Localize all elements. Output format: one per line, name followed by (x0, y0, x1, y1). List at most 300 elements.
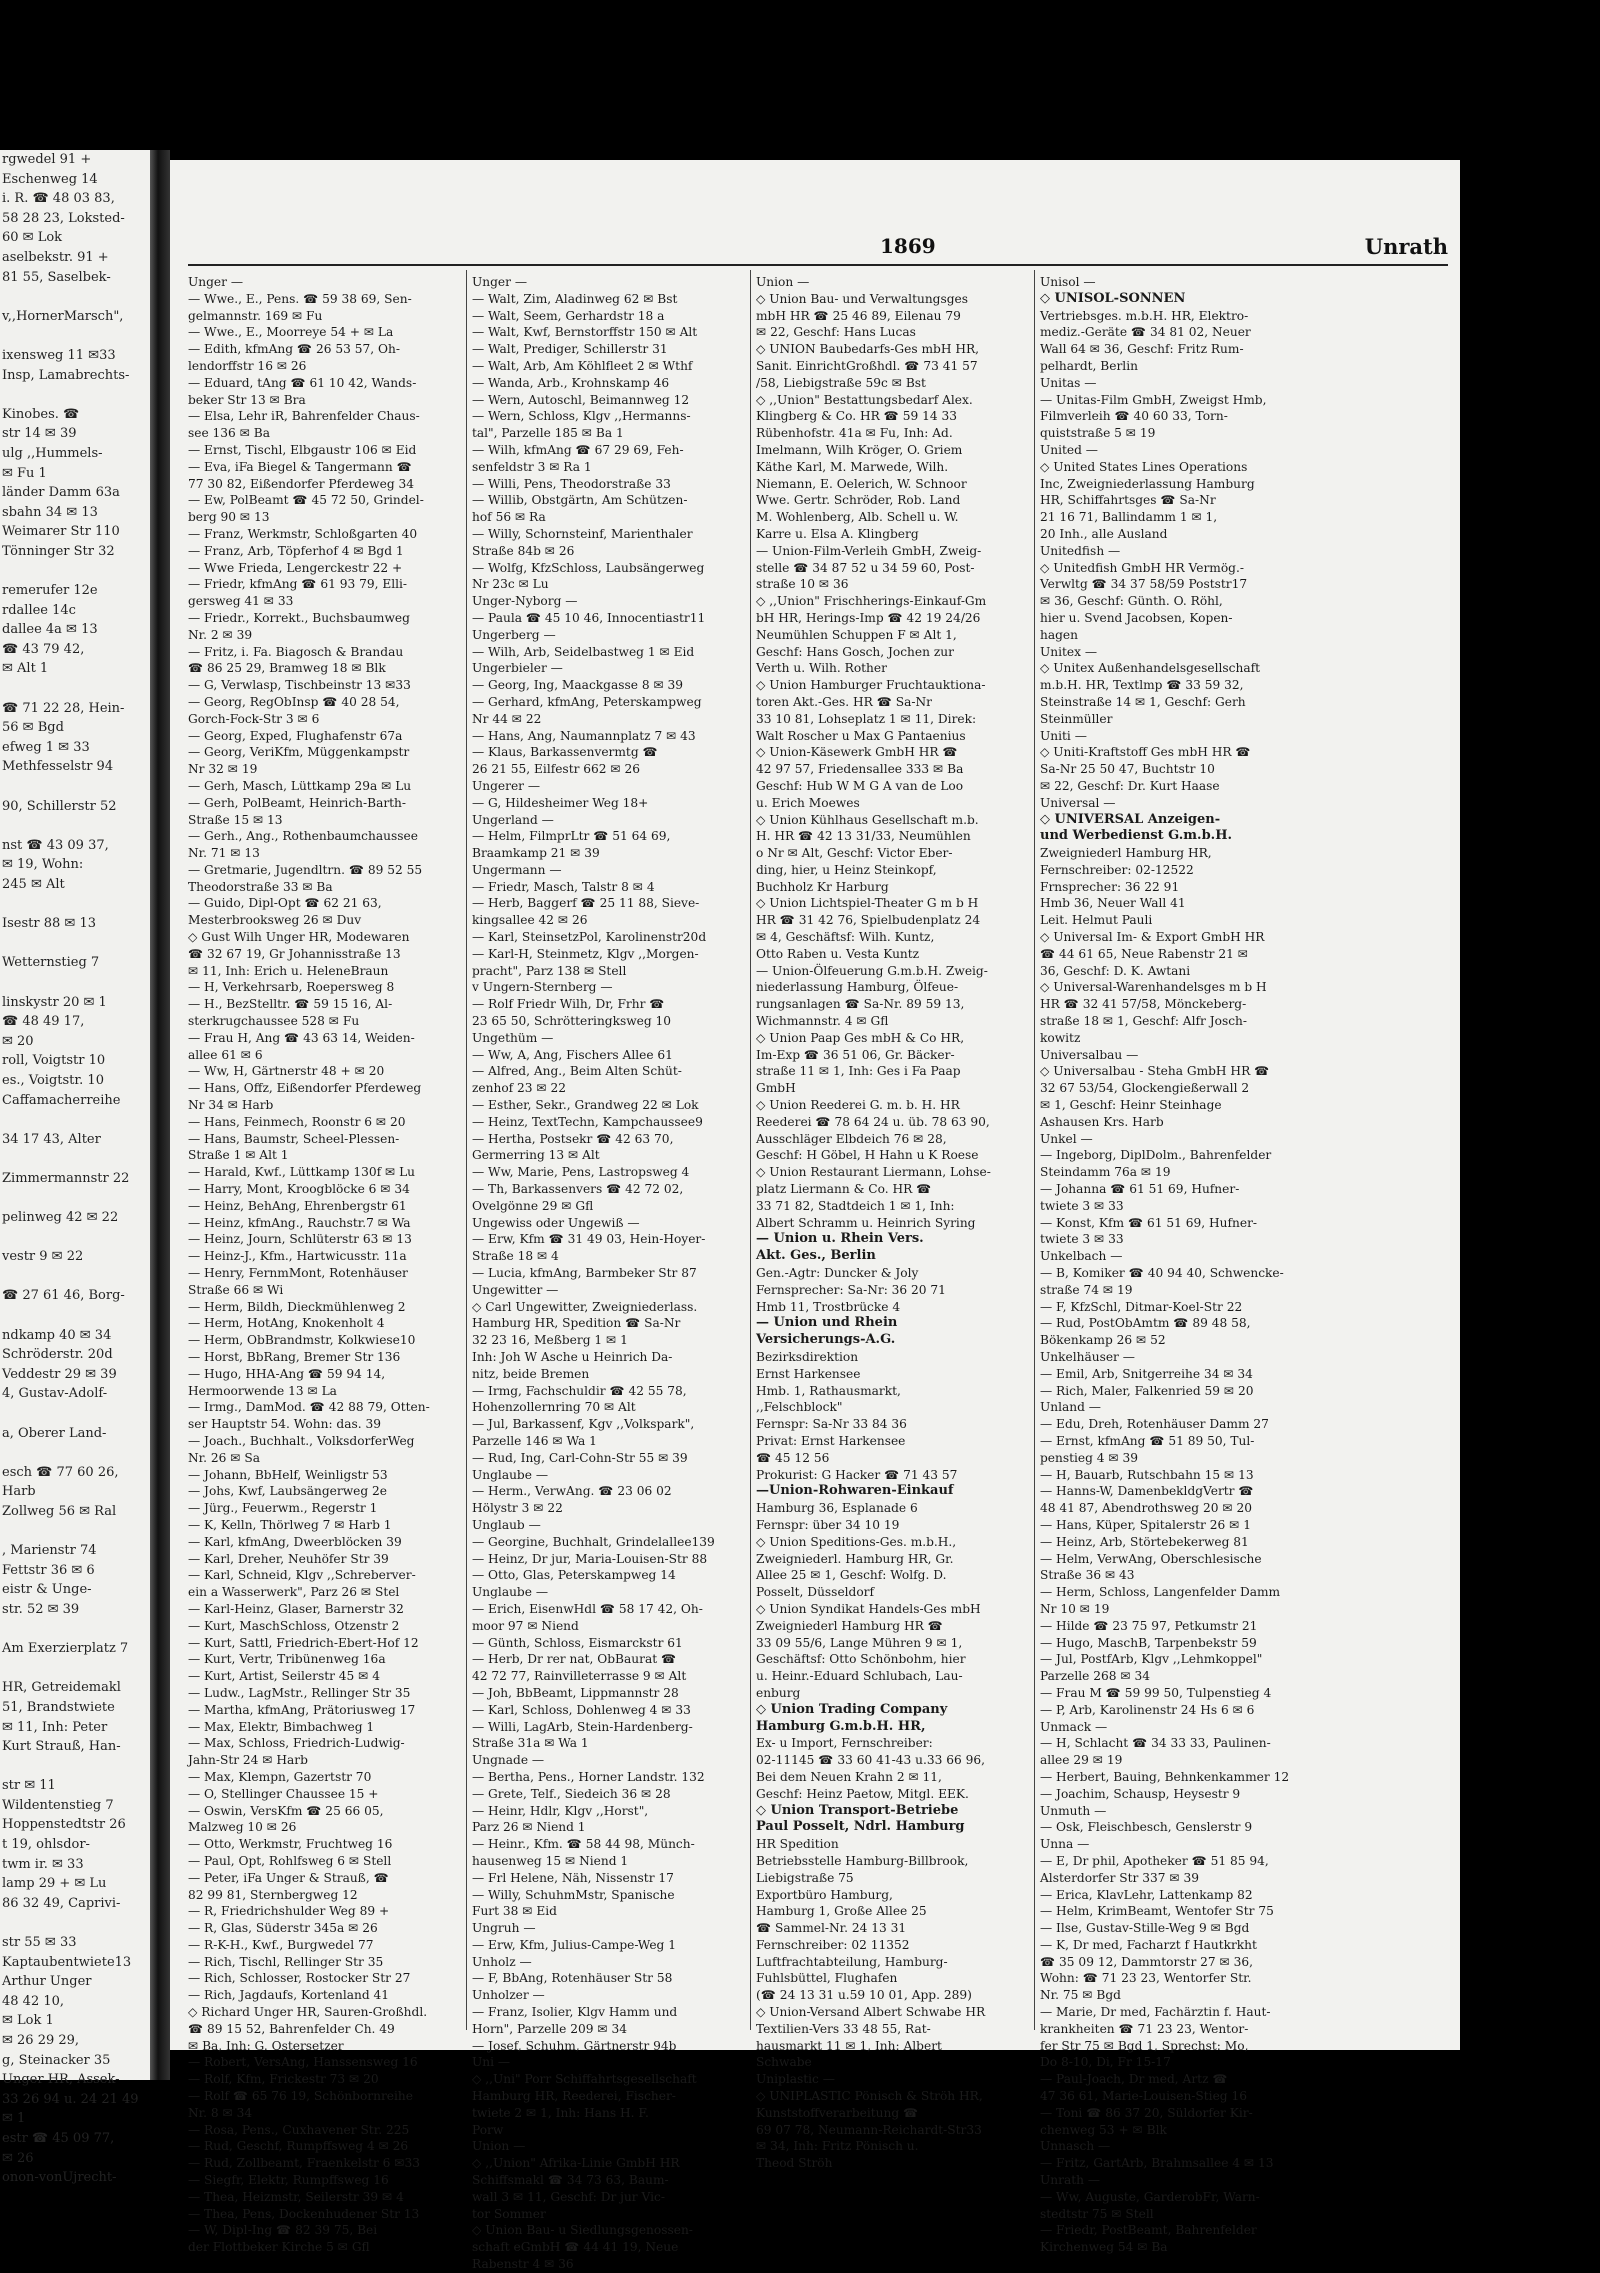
left-page-line: 56 ✉ Bgd (2, 720, 64, 736)
directory-entry-line: — Emil, Arb, Snitgerreihe 34 ✉ 34 (1040, 1366, 1253, 1381)
left-page-line: aselbekstr. 91 + (2, 249, 109, 265)
directory-entry-line: H. HR ☎ 42 13 31/33, Neumühlen (756, 829, 971, 844)
left-page-line: Weimarer Str 110 (2, 524, 120, 540)
directory-entry-line: — H., BezStelltr. ☎ 59 15 16, Al- (188, 997, 393, 1012)
column-4 (1040, 274, 1310, 2255)
directory-entry-line: — Ingeborg, DiplDolm., Bahrenfelder (1040, 1148, 1272, 1163)
directory-entry-line: — Herb, Dr rer nat, ObBaurat ☎ (472, 1652, 677, 1667)
left-page-line: dallee 4a ✉ 13 (2, 622, 98, 638)
directory-entry-line: Ernst Harkensee (756, 1366, 861, 1381)
directory-entry-line: ◇ Union Lichtspiel-Theater G m b H (756, 896, 979, 911)
directory-entry-line: 20 Inh., alle Ausland (1040, 526, 1168, 541)
directory-entry-line: Unitex — (1040, 644, 1098, 659)
left-page-line: efweg 1 ✉ 33 (2, 739, 90, 755)
directory-entry-line: — Hanns-W, DamenbekldgVertr ☎ (1040, 1484, 1254, 1499)
directory-entry-line: Leit. Helmut Pauli (1040, 913, 1153, 928)
directory-entry-line: Walt Roscher u Max G Pantaenius (756, 728, 966, 743)
directory-entry-line: ✉ 11, Inh: Erich u. HeleneBraun (188, 963, 389, 978)
directory-entry-line: allee 29 ✉ 19 (1040, 1753, 1123, 1768)
directory-entry-line: — Johann, BbHelf, Weinligstr 53 (188, 1467, 388, 1482)
directory-entry-line: ✉ 36, Geschf: Günth. O. Röhl, (1040, 594, 1223, 609)
directory-entry-line: HR, Schiffahrtsges ☎ Sa-Nr (1040, 493, 1216, 508)
directory-entry-line: 33 09 55/6, Lange Mühren 9 ✉ 1, (756, 1635, 963, 1650)
directory-entry-line: Nr 23c ✉ Lu (472, 577, 549, 592)
directory-entry-line: Filmverleih ☎ 40 60 33, Torn- (1040, 409, 1228, 424)
directory-entry-line: — Fritz, GartArb, Brahmsallee 4 ✉ 13 (1040, 2156, 1274, 2171)
directory-entry-line: — Elsa, Lehr iR, Bahrenfelder Chaus- (188, 409, 420, 424)
directory-entry-line: Hmb. 1, Rathausmarkt, (756, 1383, 901, 1398)
directory-entry-line: Germerring 13 ✉ Alt (472, 1148, 600, 1163)
directory-entry-line: Universalbau — (1040, 1047, 1139, 1062)
directory-entry-line: Zweigniederl Hamburg HR, (1040, 846, 1212, 861)
directory-entry-line: Uniplastic — (756, 2072, 835, 2087)
directory-entry-line: tor Sommer (472, 2206, 546, 2221)
directory-entry-line: Hölystr 3 ✉ 22 (472, 1501, 563, 1516)
directory-entry-line: — Ernst, kfmAng ☎ 51 89 50, Tul- (1040, 1433, 1255, 1448)
directory-entry-line: Unkelbach — (1040, 1249, 1123, 1264)
left-page-line: str 55 ✉ 33 (2, 1935, 77, 1951)
directory-entry-line: — Ww, H, Gärtnerstr 48 + ✉ 20 (188, 1064, 385, 1079)
directory-entry-line: ◇ Union Hamburger Fruchtauktiona- (756, 678, 986, 693)
directory-entry-line: — Paul-Joach, Dr med, Artz ☎ (1040, 2072, 1228, 2087)
directory-entry-line: Textilien-Vers 33 48 55, Rat- (756, 2021, 931, 2036)
left-page-line (0, 1659, 150, 1679)
directory-entry-line: Akt. Ges., Berlin (756, 1248, 876, 1264)
directory-entry-line: — Hans, Ang, Naumannplatz 7 ✉ 43 (472, 728, 696, 743)
directory-entry-line: Verwltg ☎ 34 37 58/59 Poststr17 (1040, 577, 1248, 592)
left-page-line: Tönninger Str 32 (2, 543, 115, 559)
directory-entry-line: — F, KfzSchl, Ditmar-Koel-Str 22 (1040, 1299, 1243, 1314)
directory-entry-line: Liebigstraße 75 (756, 1870, 854, 1885)
directory-entry-line: gersweg 41 ✉ 33 (188, 594, 294, 609)
left-page-line: str 14 ✉ 39 (2, 426, 77, 442)
directory-entry-line: Ungewiss oder Ungewiß — (472, 1215, 640, 1230)
directory-entry-line: 48 41 87, Abendrothsweg 20 ✉ 20 (1040, 1501, 1252, 1516)
directory-entry-line: — Oswin, VersKfm ☎ 25 66 05, (188, 1803, 384, 1818)
directory-entry-line: ☎ 86 25 29, Bramweg 18 ✉ Blk (188, 661, 386, 676)
directory-entry-line: — Heinz, kfmAng., Rauchstr.7 ✉ Wa (188, 1215, 411, 1230)
left-page-line: lamp 29 + ✉ Lu (2, 1876, 107, 1892)
directory-entry-line: Hmb 36, Neuer Wall 41 (1040, 896, 1186, 911)
left-page-line: sbahn 34 ✉ 13 (2, 504, 98, 520)
directory-entry-line: gelmannstr. 169 ✉ Fu (188, 308, 323, 323)
directory-entry-line: toren Akt.-Ges. HR ☎ Sa-Nr (756, 694, 932, 709)
left-page-line: pelinweg 42 ✉ 22 (2, 1210, 119, 1226)
directory-entry-line: ◇ UNIPLASTIC Pönisch & Ströh HR, (756, 2089, 983, 2104)
directory-entry-line: senfeldstr 3 ✉ Ra 1 (472, 459, 592, 474)
left-page-line: remerufer 12e (2, 583, 98, 599)
directory-entry-line: Karre u. Elsa A. Klingberg (756, 526, 919, 541)
directory-entry-line: GmbH (756, 1081, 796, 1096)
left-page-line: vestr 9 ✉ 22 (2, 1249, 84, 1265)
directory-entry-line: — Kurt, Vertr, Tribünenweg 16a (188, 1652, 386, 1667)
directory-entry-line: — Heinr, Hdlr, Klgv ,,Horst", (472, 1803, 649, 1818)
directory-entry-line: Neumühlen Schuppen F ✉ Alt 1, (756, 627, 957, 642)
directory-entry-line: — P, Arb, Karolinenstr 24 Hs 6 ✉ 6 (1040, 1702, 1255, 1717)
left-page-line: ✉ 1 (2, 2111, 26, 2127)
directory-entry-line: straße 11 ✉ 1, Inh: Ges i Fa Paap (756, 1064, 961, 1079)
left-page-line: ✉ Fu 1 (2, 465, 47, 481)
directory-entry-line: Rübenhofstr. 41a ✉ Fu, Inh: Ad. (756, 426, 953, 441)
directory-entry-line: ◇ Union Paap Ges mbH & Co HR, (756, 1030, 965, 1045)
directory-entry-line: 26 21 55, Eilfestr 662 ✉ 26 (472, 762, 641, 777)
directory-entry-line: ◇ Uniti-Kraftstoff Ges mbH HR ☎ (1040, 745, 1251, 760)
directory-entry-line: Nr 34 ✉ Harb (188, 1098, 274, 1113)
directory-entry-line: — Franz, Arb, Töpferhof 4 ✉ Bgd 1 (188, 543, 404, 558)
directory-entry-line: ◇ Union Transport-Betriebe (756, 1802, 959, 1818)
left-page-line: str. 52 ✉ 39 (2, 1601, 80, 1617)
directory-entry-line: o Nr ✉ Alt, Geschf: Victor Eber- (756, 846, 953, 861)
left-page-line (0, 287, 150, 307)
directory-entry-line: — Peter, iFa Unger & Strauß, ☎ (188, 1870, 389, 1885)
directory-entry-line: ◇ United States Lines Operations (1040, 459, 1248, 474)
directory-entry-line: — Klaus, Barkassenvermtg ☎ (472, 745, 658, 760)
left-page-line: i. R. ☎ 48 03 83, (2, 191, 115, 207)
directory-entry-line: Parz 26 ✉ Niend 1 (472, 1820, 586, 1835)
directory-entry-line: Ungerland — (472, 812, 554, 827)
directory-entry-line: — Wwe Frieda, Lengerckestr 22 + (188, 560, 403, 575)
directory-entry-line: 42 72 77, Rainvilleterrasse 9 ✉ Alt (472, 1669, 687, 1684)
directory-entry-line: — Georgine, Buchhalt, Grindelallee139 (472, 1534, 715, 1549)
directory-entry-line: — Siegfr, Elektr, Rumpffsweg 16 (188, 2173, 389, 2188)
directory-entry-line: Fernschreiber: 02-12522 (1040, 862, 1194, 877)
directory-entry-line: — Osk, Fleischbesch, Genslerstr 9 (1040, 1820, 1253, 1835)
directory-entry-line: Privat: Ernst Harkensee (756, 1433, 906, 1448)
column-3 (756, 274, 1026, 2171)
directory-entry-line: — Wilh, Arb, Seidelbastweg 1 ✉ Eid (472, 644, 695, 659)
directory-entry-line: Schiffsmakl ☎ 34 73 63, Baum- (472, 2173, 669, 2188)
directory-entry-line: — Rosa, Pens., Cuxhavener Str. 225 (188, 2122, 410, 2137)
directory-entry-line: Paul Posselt, Ndrl. Hamburg (756, 1819, 965, 1835)
directory-entry-line: — Herm, ObBrandmstr, Kolkwiese10 (188, 1333, 416, 1348)
left-page-line: Insp, Lamabrechts- (2, 367, 130, 383)
directory-entry-line: v Ungern-Sternberg — (472, 980, 613, 995)
left-page-line: 34 17 43, Alter (2, 1131, 101, 1147)
directory-entry-line: — Kurt, Sattl, Friedrich-Ebert-Hof 12 (188, 1635, 419, 1650)
left-page-line (0, 1757, 150, 1777)
directory-entry-line: Ungethüm — (472, 1030, 554, 1045)
directory-entry-line: ✉ 1, Geschf: Heinr Steinhage (1040, 1098, 1222, 1113)
directory-entry-line: — Thea, Pens, Dockenhudener Str 13 (188, 2206, 420, 2221)
directory-entry-line: — Edu, Dreh, Rotenhäuser Damm 27 (1040, 1417, 1269, 1432)
directory-entry-line: — Georg, VeriKfm, Müggenkampstr (188, 745, 410, 760)
directory-entry-line: stelle ☎ 34 87 52 u 34 59 60, Post- (756, 560, 975, 575)
directory-entry-line: Unglaub — (472, 1517, 541, 1532)
directory-entry-line: hausenweg 15 ✉ Niend 1 (472, 1853, 629, 1868)
directory-entry-line: — Willy, Schornsteinf, Marienthaler (472, 526, 693, 541)
directory-entry-line: 32 67 53/54, Glockengießerwall 2 (1040, 1081, 1250, 1096)
directory-entry-line: — Ilse, Gustav-Stille-Weg 9 ✉ Bgd (1040, 1921, 1250, 1936)
directory-entry-line: m.b.H. HR, Textlmp ☎ 33 59 32, (1040, 678, 1244, 693)
directory-entry-line: — Herm, Bildh, Dieckmühlenweg 2 (188, 1299, 406, 1314)
directory-page (170, 160, 1460, 2272)
directory-entry-line: — Herm., VerwAng. ☎ 23 06 02 (472, 1484, 672, 1499)
directory-entry-line: Geschf: H Göbel, H Hahn u K Roese (756, 1148, 979, 1163)
column-2 (472, 274, 742, 2272)
directory-entry-line: mbH HR ☎ 25 46 89, Eilenau 79 (756, 308, 961, 323)
directory-entry-line: Steindamm 76a ✉ 19 (1040, 1165, 1171, 1180)
directory-entry-line: Unger-Nyborg — (472, 594, 578, 609)
directory-entry-line: krankheiten ☎ 71 23 23, Wentor- (1040, 2021, 1249, 2036)
left-page-line: Zimmermannstr 22 (2, 1170, 130, 1186)
directory-entry-line: Posselt, Düsseldorf (756, 1585, 875, 1600)
directory-entry-line: — Rud, Ing, Carl-Cohn-Str 55 ✉ 39 (472, 1450, 688, 1465)
directory-entry-line: ◇ Union Trading Company (756, 1701, 948, 1717)
directory-entry-line: — Hilde ☎ 23 75 97, Petkumstr 21 (1040, 1618, 1258, 1633)
directory-entry-line: Ungruh — (472, 1921, 536, 1936)
directory-entry-line: — Konst, Kfm ☎ 61 51 69, Hufner- (1040, 1215, 1258, 1230)
left-page-line: 48 42 10, (2, 1993, 65, 2009)
directory-entry-line: — Herbert, Bauing, Behnkenkammer 12 (1040, 1769, 1290, 1784)
directory-entry-line: — Kurt, Artist, Seilerstr 45 ✉ 4 (188, 1669, 381, 1684)
directory-entry-line: Ungerberg — (472, 627, 556, 642)
directory-entry-line: Nr. 71 ✉ 13 (188, 846, 260, 861)
left-page-line (0, 385, 150, 405)
directory-entry-line: Porw (472, 2122, 504, 2137)
directory-entry-line: Reederei ☎ 78 64 24 u. üb. 78 63 90, (756, 1114, 990, 1129)
directory-entry-line: — F, BbAng, Rotenhäuser Str 58 (472, 1971, 673, 1986)
directory-entry-line: Gorch-Fock-Str 3 ✉ 6 (188, 711, 320, 726)
left-page-line: 58 28 23, Loksted- (2, 210, 125, 226)
directory-entry-line: Malzweg 10 ✉ 26 (188, 1820, 297, 1835)
directory-entry-line: — Walt, Zim, Aladinweg 62 ✉ Bst (472, 291, 678, 306)
directory-entry-line: Nr. 2 ✉ 39 (188, 627, 253, 642)
directory-entry-line: — Gerh, PolBeamt, Heinrich-Barth- (188, 795, 407, 810)
directory-entry-line: Hamburg HR, Spedition ☎ Sa-Nr (472, 1316, 681, 1331)
left-page-line: a, Oberer Land- (2, 1425, 107, 1441)
directory-entry-line: Bei dem Neuen Krahn 2 ✉ 11, (756, 1769, 942, 1784)
directory-entry-line: Unnasch — (1040, 2139, 1111, 2154)
directory-entry-line: Wwe. Gertr. Schröder, Rob. Land (756, 493, 961, 508)
directory-entry-line: Prokurist: G Hacker ☎ 71 43 57 (756, 1467, 958, 1482)
directory-entry-line: ein a Wasserwerk", Parz 26 ✉ Stel (188, 1585, 400, 1600)
directory-entry-line: — Unitas-Film GmbH, Zweigst Hmb, (1040, 392, 1267, 407)
directory-entry-line: — Karl, Schneid, Klgv ,,Schreberver- (188, 1568, 416, 1583)
directory-entry-line: — E, Dr phil, Apotheker ☎ 51 85 94, (1040, 1853, 1269, 1868)
directory-entry-line: Ex- u Import, Fernschreiber: (756, 1736, 933, 1751)
directory-entry-line: — Karl-H, Steinmetz, Klgv ,,Morgen- (472, 946, 699, 961)
left-page-line: ✉ 20 (2, 1033, 34, 1049)
directory-entry-line: Straße 31a ✉ Wa 1 (472, 1736, 589, 1751)
directory-entry-line: — Willy, SchuhmMstr, Spanische (472, 1887, 675, 1902)
left-page-line: Arthur Unger (2, 1974, 92, 1990)
running-head: Unrath (1364, 234, 1448, 259)
directory-entry-line: niederlassung Hamburg, Ölfeue- (756, 980, 959, 995)
directory-entry-line: — Joachim, Schausp, Heysestr 9 (1040, 1786, 1241, 1801)
directory-entry-line: — Bertha, Pens., Horner Landstr. 132 (472, 1769, 705, 1784)
directory-entry-line: — Grete, Telf., Siedeich 36 ✉ 28 (472, 1786, 671, 1801)
left-page-line: 245 ✉ Alt (2, 876, 65, 892)
directory-entry-line: 47 36 61, Marie-Louisen-Stieg 16 (1040, 2089, 1247, 2104)
directory-entry-line: tal", Parzelle 185 ✉ Ba 1 (472, 426, 624, 441)
directory-entry-line: Jahn-Str 24 ✉ Harb (188, 1753, 308, 1768)
directory-entry-line: Ungerer — (472, 778, 541, 793)
directory-entry-line: allee 61 ✉ 6 (188, 1047, 263, 1062)
directory-entry-line: — Wanda, Arb., Krohnskamp 46 (472, 375, 670, 390)
directory-entry-line: Hamburg HR, Reederei, Fischer- (472, 2089, 676, 2104)
directory-entry-line: Alsterdorfer Str 337 ✉ 39 (1040, 1870, 1199, 1885)
directory-entry-line: — Esther, Sekr., Grandweg 22 ✉ Lok (472, 1098, 699, 1113)
directory-entry-line: Straße 36 ✉ 43 (1040, 1568, 1135, 1583)
directory-entry-line: — Gretmarie, Jugendltrn. ☎ 89 52 55 (188, 862, 423, 877)
directory-entry-line: — Heinz, Dr jur, Maria-Louisen-Str 88 (472, 1551, 708, 1566)
directory-entry-line: — Paula ☎ 45 10 46, Innocentiastr11 (472, 610, 706, 625)
directory-entry-line: Straße 15 ✉ 13 (188, 812, 283, 827)
left-page-line: 60 ✉ Lok (2, 230, 63, 246)
left-page-line (0, 777, 150, 797)
directory-entry-line: mediz.-Geräte ☎ 34 81 02, Neuer (1040, 325, 1251, 340)
directory-entry-line: ☎ Sammel-Nr. 24 13 31 (756, 1921, 907, 1936)
directory-entry-line: Straße 84b ✉ 26 (472, 543, 575, 558)
directory-entry-line: Unglaube — (472, 1467, 549, 1482)
directory-entry-line: — Guido, Dipl-Opt ☎ 62 21 63, (188, 896, 382, 911)
directory-entry-line: Theodorstraße 33 ✉ Ba (188, 879, 333, 894)
left-page-line: ixensweg 11 ✉33 (2, 347, 116, 363)
directory-entry-line: ✉ 34, Inh: Fritz Pönisch u. (756, 2139, 919, 2154)
directory-entry-line: — Th, Barkassenvers ☎ 42 72 02, (472, 1182, 684, 1197)
directory-entry-line: lendorffstr 16 ✉ 26 (188, 358, 307, 373)
directory-entry-line: HR ☎ 31 42 76, Spielbudenplatz 24 (756, 913, 981, 928)
directory-entry-line: Straße 1 ✉ Alt 1 (188, 1148, 289, 1163)
directory-entry-line: straße 10 ✉ 36 (756, 577, 849, 592)
directory-entry-line: — Otto, Glas, Peterskampweg 14 (472, 1568, 676, 1583)
left-page-line: ✉ 26 29 29, (2, 2033, 80, 2048)
left-page-line: roll, Voigtstr 10 (2, 1053, 106, 1069)
directory-entry-line: Nr. 75 ✉ Bgd (1040, 1988, 1121, 2003)
directory-entry-line: Fernsprecher: Sa-Nr: 36 20 71 (756, 1282, 946, 1297)
left-page-line (0, 326, 150, 346)
directory-entry-line: Luftfrachtabteilung, Hamburg- (756, 1954, 948, 1969)
left-page-line: Kinobes. ☎ (2, 406, 80, 422)
directory-entry-line: — Eduard, tAng ☎ 61 10 42, Wands- (188, 375, 417, 390)
directory-entry-line: twiete 3 ✉ 33 (1040, 1198, 1124, 1213)
directory-entry-line: — Horst, BbRang, Bremer Str 136 (188, 1350, 401, 1364)
directory-entry-line: — Heinz, BehAng, Ehrenbergstr 61 (188, 1198, 407, 1213)
directory-entry-line: — Walt, Kwf, Bernstorffstr 150 ✉ Alt (472, 325, 698, 340)
directory-entry-line: Geschf: Heinz Paetow, Mitgl. EEK. (756, 1786, 969, 1801)
directory-entry-line: — Karl, Schloss, Dohlenweg 4 ✉ 33 (472, 1702, 691, 1717)
left-page-line: Veddestr 29 ✉ 39 (2, 1366, 117, 1382)
directory-entry-line: ◇ Union-Versand Albert Schwabe HR (756, 2005, 986, 2020)
directory-entry-line: — Hugo, HHA-Ang ☎ 59 94 14, (188, 1366, 386, 1381)
left-page-line: ☎ 27 61 46, Borg- (2, 1288, 125, 1304)
directory-entry-line: — Rich, Schlosser, Rostocker Str 27 (188, 1971, 411, 1986)
left-page-line: ✉ 19, Wohn: (2, 857, 84, 873)
directory-entry-line: ◇ ,,Union" Afrika-Linie GmbH HR (472, 2156, 680, 2171)
left-page-line: HR, Getreidemakl (2, 1680, 121, 1696)
directory-entry-line: quiststraße 5 ✉ 19 (1040, 426, 1156, 441)
directory-entry-line: Do 8-10, Di, Fr 15-17 (1040, 2055, 1171, 2070)
directory-entry-line: — Hertha, Postsekr ☎ 42 63 70, (472, 1131, 674, 1146)
directory-entry-line: straße 74 ✉ 19 (1040, 1282, 1133, 1297)
directory-entry-line: Niemann, E. Oelerich, W. Schnoor (756, 476, 967, 491)
directory-entry-line: Unna — (1040, 1837, 1090, 1852)
directory-entry-line: kingsallee 42 ✉ 26 (472, 913, 588, 928)
left-page-line (0, 1404, 150, 1424)
directory-entry-line: — Rolf Friedr Wilh, Dr, Frhr ☎ (472, 997, 665, 1012)
directory-entry-line: Unholzer — (472, 1988, 545, 2003)
directory-entry-line: Bökenkamp 26 ✉ 52 (1040, 1333, 1166, 1348)
directory-entry-line: Furt 38 ✉ Eid (472, 1904, 557, 1919)
directory-entry-line: — Walt, Seem, Gerhardstr 18 a (472, 308, 665, 323)
directory-entry-line: — Herm, Schloss, Langenfelder Damm (1040, 1585, 1281, 1600)
left-page-line (0, 1522, 150, 1542)
directory-entry-line: — H, Schlacht ☎ 34 33 33, Paulinen- (1040, 1736, 1271, 1751)
directory-entry-line: — Wilh, kfmAng ☎ 67 29 69, Feh- (472, 442, 684, 457)
directory-entry-line: — B, Komiker ☎ 40 94 40, Schwencke- (1040, 1266, 1284, 1281)
directory-entry-line: ✉ 4, Geschäftsf: Wilh. Kuntz, (756, 930, 935, 945)
left-page-line: Kaptaubentwiete13 (2, 1954, 132, 1970)
left-page-line: ☎ 71 22 28, Hein- (2, 700, 125, 716)
directory-entry-line: ding, hier, u Heinz Steinkopf, (756, 862, 937, 877)
header-rule (188, 264, 1448, 266)
directory-entry-line: Geschf: Hans Gosch, Jochen zur (756, 644, 954, 659)
directory-entry-line: — K, Kelln, Thörlweg 7 ✉ Harb 1 (188, 1517, 392, 1532)
directory-entry-line: Parzelle 146 ✉ Wa 1 (472, 1433, 597, 1448)
directory-entry-line: Zweigniederl Hamburg HR ☎ (756, 1618, 943, 1633)
directory-entry-line: Unitedfish — (1040, 543, 1121, 558)
directory-entry-line: Vertriebsges. m.b.H. HR, Elektro- (1040, 308, 1249, 323)
left-page-line (0, 1620, 150, 1640)
directory-entry-line: Versicherungs-A.G. (756, 1332, 896, 1348)
left-page-line: estr ☎ 45 09 77, (2, 2130, 115, 2146)
left-page-line: rgwedel 91 + (2, 152, 92, 167)
directory-entry-line: — H, Verkehrsarb, Roepersweg 8 (188, 980, 395, 995)
directory-entry-line: twiete 2 ✉ 1, Inh: Hans H. F. (472, 2105, 649, 2120)
directory-entry-line: — Marie, Dr med, Fachärztin f. Haut- (1040, 2005, 1271, 2020)
directory-entry-line: Allee 25 ✉ 1, Geschf: Wolfg. D. (756, 1568, 947, 1583)
directory-entry-line: Unisol — (1040, 275, 1096, 289)
column-divider (750, 270, 751, 2030)
directory-entry-line: Unholz — (472, 1954, 532, 1969)
directory-entry-line: — Karl, Dreher, Neuhöfer Str 39 (188, 1551, 389, 1566)
directory-entry-line: straße 18 ✉ 1, Geschf: Alfr Josch- (1040, 1014, 1247, 1029)
directory-entry-line: ,,Felschblock" (756, 1400, 843, 1415)
directory-entry-line: ☎ 45 12 56 (756, 1450, 830, 1465)
directory-entry-line: Unkelhäuser — (1040, 1350, 1135, 1364)
directory-entry-line: — Friedr, PostBeamt, Bahrenfelder (1040, 2223, 1257, 2238)
directory-entry-line: — Willi, Pens, Theodorstraße 33 (472, 476, 671, 491)
directory-entry-line: — Robert, VersAng, Hanssensweg 16 (188, 2055, 418, 2070)
directory-entry-line: — Union-Film-Verleih GmbH, Zweig- (756, 543, 982, 558)
left-page-line (0, 895, 150, 915)
page-number: 1869 (880, 234, 936, 258)
directory-entry-line: — Georg, Exped, Flughafenstr 67a (188, 728, 403, 743)
left-page-line: , Marienstr 74 (2, 1543, 97, 1559)
directory-entry-line: — Alfred, Ang., Beim Alten Schüt- (472, 1064, 682, 1079)
directory-entry-line: — Wern, Autoschl, Beimannweg 12 (472, 392, 690, 407)
left-page-line (0, 1267, 150, 1287)
directory-entry-line: Klingberg & Co. HR ☎ 59 14 33 (756, 409, 957, 424)
directory-entry-line: Gen.-Agtr: Duncker & Joly (756, 1266, 919, 1281)
left-page-line: ✉ Alt 1 (2, 661, 49, 677)
directory-entry-line: Mesterbrooksweg 26 ✉ Duv (188, 913, 362, 928)
directory-entry-line: ◇ UNISOL-SONNEN (1040, 290, 1186, 306)
directory-entry-line: — Walt, Arb, Am Köhlfleet 2 ✉ Wthf (472, 358, 693, 373)
directory-entry-line: Hamburg G.m.b.H. HR, (756, 1718, 926, 1734)
directory-entry-line: ◇ Union Kühlhaus Gesellschaft m.b. (756, 812, 979, 827)
directory-entry-line: — Heinz, TextTechn, Kampchaussee9 (472, 1114, 703, 1129)
left-page-line: Isestr 88 ✉ 13 (2, 916, 96, 932)
directory-entry-line: stedtstr 75 ✉ Stell (1040, 2206, 1154, 2221)
left-page-line: twm ir. ✉ 33 (2, 1856, 84, 1872)
directory-entry-line: Inh: Joh W Asche u Heinrich Da- (472, 1350, 673, 1364)
directory-entry-line: — Ernst, Tischl, Elbgaustr 106 ✉ Eid (188, 442, 417, 457)
directory-entry-line: ◇ Unitedfish GmbH HR Vermög.- (1040, 560, 1244, 575)
directory-entry-line: Verth u. Wilh. Rother (756, 661, 887, 676)
directory-entry-line: —Union-Rohwaren-Einkauf (756, 1483, 954, 1499)
directory-entry-line: ◇ Union Bau- und Verwaltungsges (756, 291, 969, 306)
